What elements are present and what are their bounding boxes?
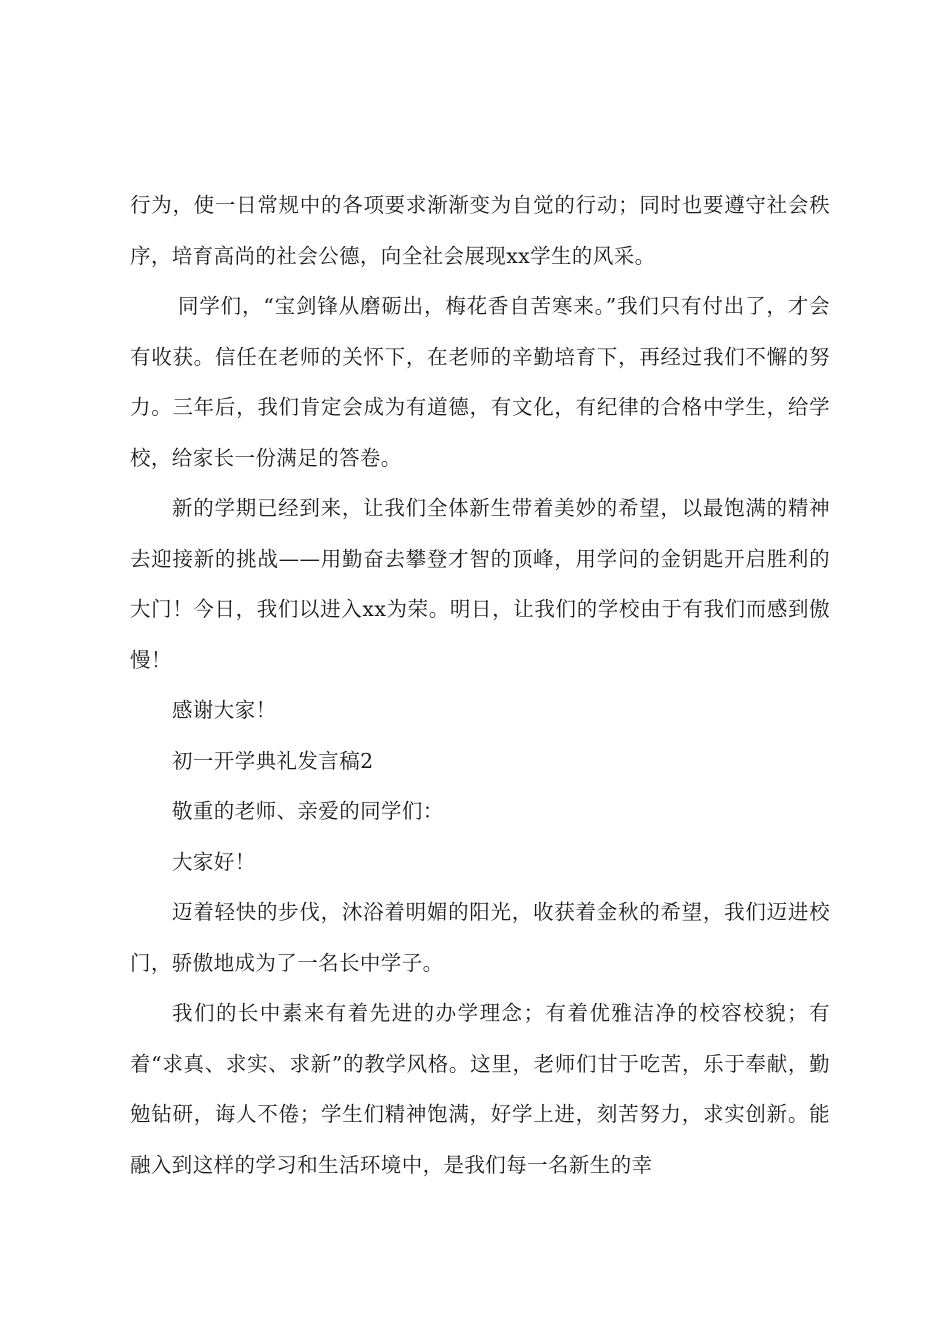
paragraph-4: 感谢大家！	[172, 698, 277, 722]
paragraph-3: 新的学期已经到来，让我们全体新生带着美妙的希望，以最饱满的精神去迎接新的挑战——用勤奋去攀登才智的顶峰，用学问的金钥匙开启胜利的大门！今日，我们以进入xx为荣。明日，让我们的学校由于有我们而感到傲慢！	[130, 496, 830, 672]
salutation: 敬重的老师、亲爱的同学们：	[172, 799, 444, 823]
section-heading: 初一开学典礼发言稿2	[172, 748, 374, 773]
greeting: 大家好！	[172, 849, 256, 874]
paragraph-2: 同学们，“宝剑锋从磨砺出，梅花香自苦寒来。”我们只有付出了，才会有收获。信任在老师的关怀下，在老师的辛勤培育下，再经过我们不懈的努力。三年后，我们肯定会成为有道德，有文化，有纪律的合格中学生，给学校，给家长一份满足的答卷。	[130, 294, 830, 470]
paragraph-9: 我们的长中素来有着先进的办学理念；有着优雅洁净的校容校貌；有着“求真、求实、求新”的教学风格。这里，老师们甘于吃苦，乐于奉献，勤勉钻研，诲人不倦；学生们精神饱满，好学上进，刻苦努力，求实创新。能融入到这样的学习和生活环境中，是我们每一名新生的幸	[130, 1001, 830, 1177]
document-body	[130, 180, 830, 1190]
paragraph-8: 迈着轻快的步伐，沐浴着明媚的阳光，收获着金秋的希望，我们迈进校门，骄傲地成为了一名长中学子。	[130, 900, 830, 975]
paragraph-1: 行为，使一日常规中的各项要求渐渐变为自觉的行动；同时也要遵守社会秩序，培育高尚的社会公德，向全社会展现xx学生的风采。	[130, 193, 830, 268]
